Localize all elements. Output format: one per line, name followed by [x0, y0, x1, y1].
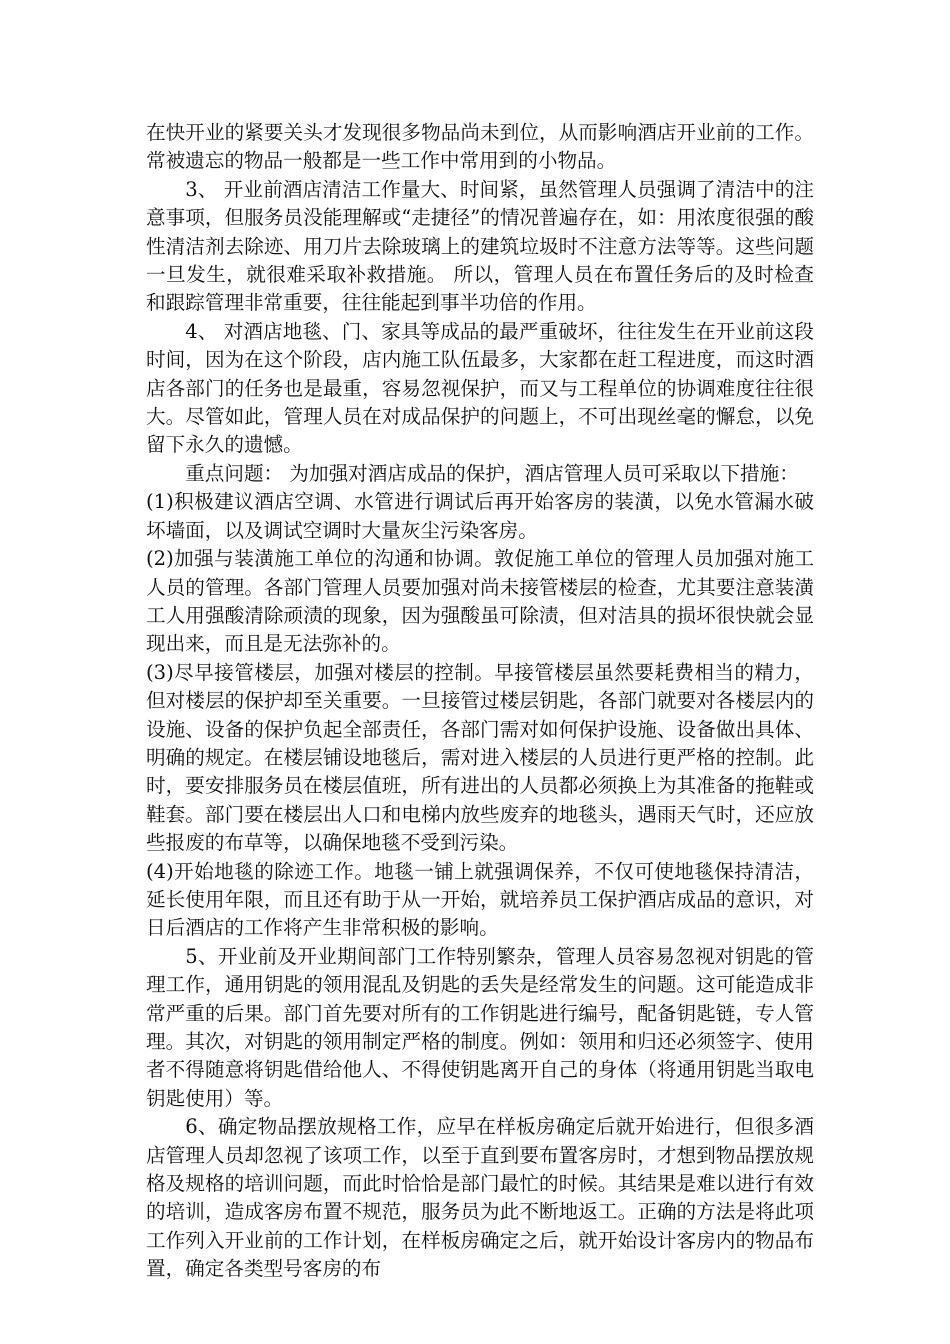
- paragraph-item-5: 5、开业前及开业期间部门工作特别繁杂，管理人员容易忽视对钥匙的管理工作，通用钥匙的领用混乱及钥匙的丢失是经常发生的问题。这可能造成非常严重的后果。部门首先要对所有的工作钥匙进行编号，配备钥匙链，专人管理。其次，对钥匙的领用制定严格的制度。例如：领用和归还必须签字、使用者不得随意将钥匙借给他人、不得使钥匙离开自己的身体（将通用钥匙当取电钥匙使用）等。: [146, 944, 814, 1110]
- paragraph-continuation: 在快开业的紧要关头才发现很多物品尚未到位，从而影响酒店开业前的工作。常被遗忘的物品一般都是一些工作中常用到的小物品。: [146, 121, 814, 173]
- paragraph-item-4: 4、 对酒店地毯、门、家具等成品的最严重破坏，往往发生在开业前这段时间，因为在这个阶段，店内施工队伍最多，大家都在赶工程进度，而这时酒店各部门的任务也是最重，容易忽视保护，而又与工程单位的协调难度往往很大。尽管如此，管理人员在对成品保护的问题上，不可出现丝毫的懈怠，以免留下永久的遗憾。: [146, 319, 814, 457]
- list-item-3: (3)尽早接管楼层，加强对楼层的控制。早接管楼层虽然要耗费相当的精力，但对楼层的保护却至关重要。一旦接管过楼层钥匙，各部门就要对各楼层内的设施、设备的保护负起全部责任，各部门需对如何保护设施、设备做出具体、明确的规定。在楼层铺设地毯后，需对进入楼层的人员进行更严格的控制。此时，要安排服务员在楼层值班，所有进出的人员都必须换上为其准备的拖鞋或鞋套。部门要在楼层出人口和电梯内放些废弃的地毯头，遇雨天气时，还应放些报废的布草等，以确保地毯不受到污染。: [146, 660, 814, 855]
- paragraph-item-6: 6、确定物品摆放规格工作，应早在样板房确定后就开始进行，但很多酒店管理人员却忽视了该项工作，以至于直到要布置客房时，才想到物品摆放规格及规格的培训问题，而此时恰恰是部门最忙的时候。其结果是难以进行有效的培训，造成客房布置不规范，服务员为此不断地返工。正确的方法是将此项工作列入开业前的工作计划，在样板房确定之后，就开始设计客房内的物品布置，确定各类型号客房的布: [146, 1115, 814, 1281]
- paragraph-item-3: 3、 开业前酒店清洁工作量大、时间紧，虽然管理人员强调了清洁中的注意事项，但服务员没能理解或“走捷径”的情况普遍存在，如：用浓度很强的酸性清洁剂去除迹、用刀片去除玻璃上的建筑垃圾时不注意方法等等。这些问题一旦发生，就很难采取补救措施。 所以，管理人员在布置任务后的及时检查和跟踪管理非常重要，往往能起到事半功倍的作用。: [146, 177, 814, 315]
- document-body: [146, 119, 814, 1284]
- list-item-4: (4)开始地毯的除迹工作。地毯一铺上就强调保养，不仅可使地毯保持清洁，延长使用年限，而且还有助于从一开始，就培养员工保护酒店成品的意识，对日后酒店的工作将产生非常积极的影响。: [146, 859, 814, 940]
- list-item-2: (2)加强与装潢施工单位的沟通和协调。敦促施工单位的管理人员加强对施工人员的管理。各部门管理人员要加强对尚未接管楼层的检查，尤其要注意装潢工人用强酸清除顽渍的现象，因为强酸虽可除渍，但对洁具的损坏很快就会显现出来，而且是无法弥补的。: [146, 547, 814, 656]
- list-item-1: (1)积极建议酒店空调、水管进行调试后再开始客房的装潢，以免水管漏水破坏墙面，以及调试空调时大量灰尘污染客房。: [146, 490, 814, 542]
- paragraph-key-issues: 重点问题： 为加强对酒店成品的保护，酒店管理人员可采取以下措施：: [185, 461, 799, 485]
